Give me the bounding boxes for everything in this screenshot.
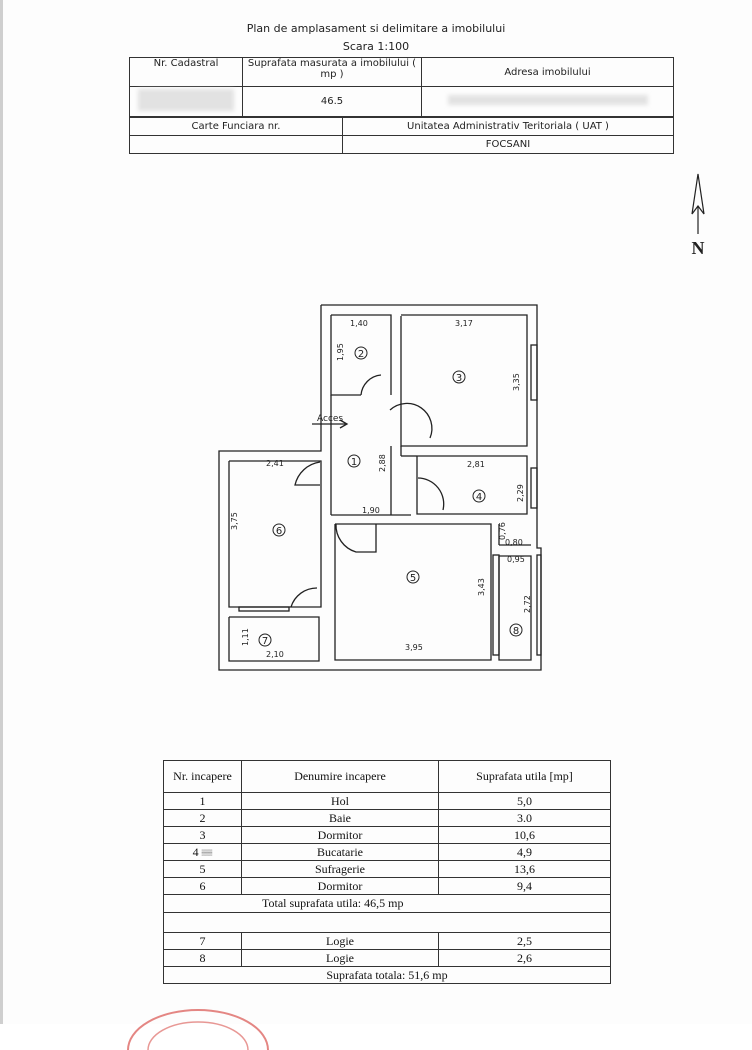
total-util: Total suprafata utila: 46,5 mp: [164, 895, 611, 913]
dimension-label: 3,17: [455, 319, 473, 328]
room-nr: 8: [164, 950, 242, 967]
table-row: [164, 827, 611, 844]
dimension-label: 3,43: [477, 578, 486, 596]
table-row: [164, 950, 611, 967]
room-name: Logie: [242, 933, 439, 950]
access-label: Acces: [317, 414, 344, 424]
room-number-8: 8: [512, 626, 520, 637]
tiny-stamp-note: ▒▒▒▒▒ ▒▒▒▒▒: [201, 848, 213, 856]
uat-table: [129, 117, 674, 154]
dimension-label: 1,40: [350, 319, 368, 328]
room-number-7: 7: [261, 636, 269, 647]
room-area: 13,6: [439, 861, 611, 878]
document-scale: Scara 1:100: [342, 40, 410, 53]
carte-funciara-value: [130, 136, 343, 154]
room-number-1: 1: [350, 457, 358, 468]
total-area: Suprafata totala: 51,6 mp: [164, 967, 611, 984]
room-nr-cell: [164, 844, 242, 861]
room-nr: 6: [164, 878, 242, 895]
room-nr: 7: [164, 933, 242, 950]
rooms-table: [163, 760, 611, 984]
floor-plan: [200, 295, 560, 680]
table-row: [164, 844, 611, 861]
document-title: Plan de amplasament si delimitare a imobilului: [246, 22, 506, 35]
dimension-label: 3,95: [405, 643, 423, 652]
room-number-4: 4: [475, 492, 483, 503]
dimension-label: 2,10: [266, 650, 284, 659]
table-row: [164, 895, 611, 913]
table-row: [164, 793, 611, 810]
address-value-redacted: [422, 87, 674, 117]
room-nr: 3: [164, 827, 242, 844]
dimension-label: 2,29: [516, 484, 525, 502]
dimension-label: 0,76: [498, 522, 507, 540]
dimension-label: 2,81: [467, 460, 485, 469]
table-row: [164, 878, 611, 895]
uat-label: Unitatea Administrativ Teritoriala ( UAT ): [343, 118, 674, 136]
dimension-label: 1,11: [241, 628, 250, 646]
room-area: 3.0: [439, 810, 611, 827]
page-edge: [0, 0, 3, 1024]
table-row: [164, 913, 611, 933]
room-number-6: 6: [275, 526, 283, 537]
stamp-seal: [118, 990, 278, 1050]
room-number-2: 2: [357, 349, 365, 360]
uat-value: FOCSANI: [343, 136, 674, 154]
table-row: [164, 861, 611, 878]
area-value: 46.5: [243, 87, 422, 117]
cadastral-value-redacted: [130, 87, 243, 117]
carte-funciara-label: Carte Funciara nr.: [130, 118, 343, 136]
room-name: Sufragerie: [242, 861, 439, 878]
dimension-label: 2,88: [378, 454, 387, 472]
room-name: Bucatarie: [242, 844, 439, 861]
room-name: Hol: [242, 793, 439, 810]
table-row: [164, 933, 611, 950]
dimension-label: 2,41: [266, 459, 284, 468]
room-area: 9,4: [439, 878, 611, 895]
dimension-label: 1,90: [362, 506, 380, 515]
room-name: Dormitor: [242, 878, 439, 895]
room-name: Logie: [242, 950, 439, 967]
dimension-label: 3,75: [230, 512, 239, 530]
rooms-header-name: Denumire incapere: [242, 761, 439, 793]
dimension-label: 3,35: [512, 373, 521, 391]
dimension-label: 2,72: [523, 595, 532, 613]
room-area: 5,0: [439, 793, 611, 810]
rooms-header-area: Suprafata utila [mp]: [439, 761, 611, 793]
room-number-5: 5: [409, 573, 417, 584]
room-nr: 4: [192, 844, 199, 859]
rooms-header-nr: Nr. incapere: [164, 761, 242, 793]
room-nr: 1: [164, 793, 242, 810]
room-name: Baie: [242, 810, 439, 827]
room-nr: 5: [164, 861, 242, 878]
area-header: Suprafata masurata a imobilului ( mp ): [243, 58, 422, 87]
table-row: [164, 967, 611, 984]
cadastral-header: Nr. Cadastral: [130, 58, 243, 87]
dimension-label: 0,80: [505, 538, 523, 547]
room-name: Dormitor: [242, 827, 439, 844]
dimension-label: 1,95: [336, 343, 345, 361]
empty-row: [164, 913, 611, 933]
table-row: [164, 810, 611, 827]
room-5-wall: [335, 524, 491, 660]
room-area: 10,6: [439, 827, 611, 844]
room-nr: 2: [164, 810, 242, 827]
north-label: N: [691, 238, 705, 258]
room-area: 4,9: [439, 844, 611, 861]
room-number-3: 3: [455, 373, 463, 384]
north-arrow: [686, 172, 710, 262]
dimension-label: 0,95: [507, 555, 525, 564]
address-header: Adresa imobilului: [422, 58, 674, 87]
room-area: 2,5: [439, 933, 611, 950]
room-area: 2,6: [439, 950, 611, 967]
cadastral-table: [129, 57, 674, 117]
